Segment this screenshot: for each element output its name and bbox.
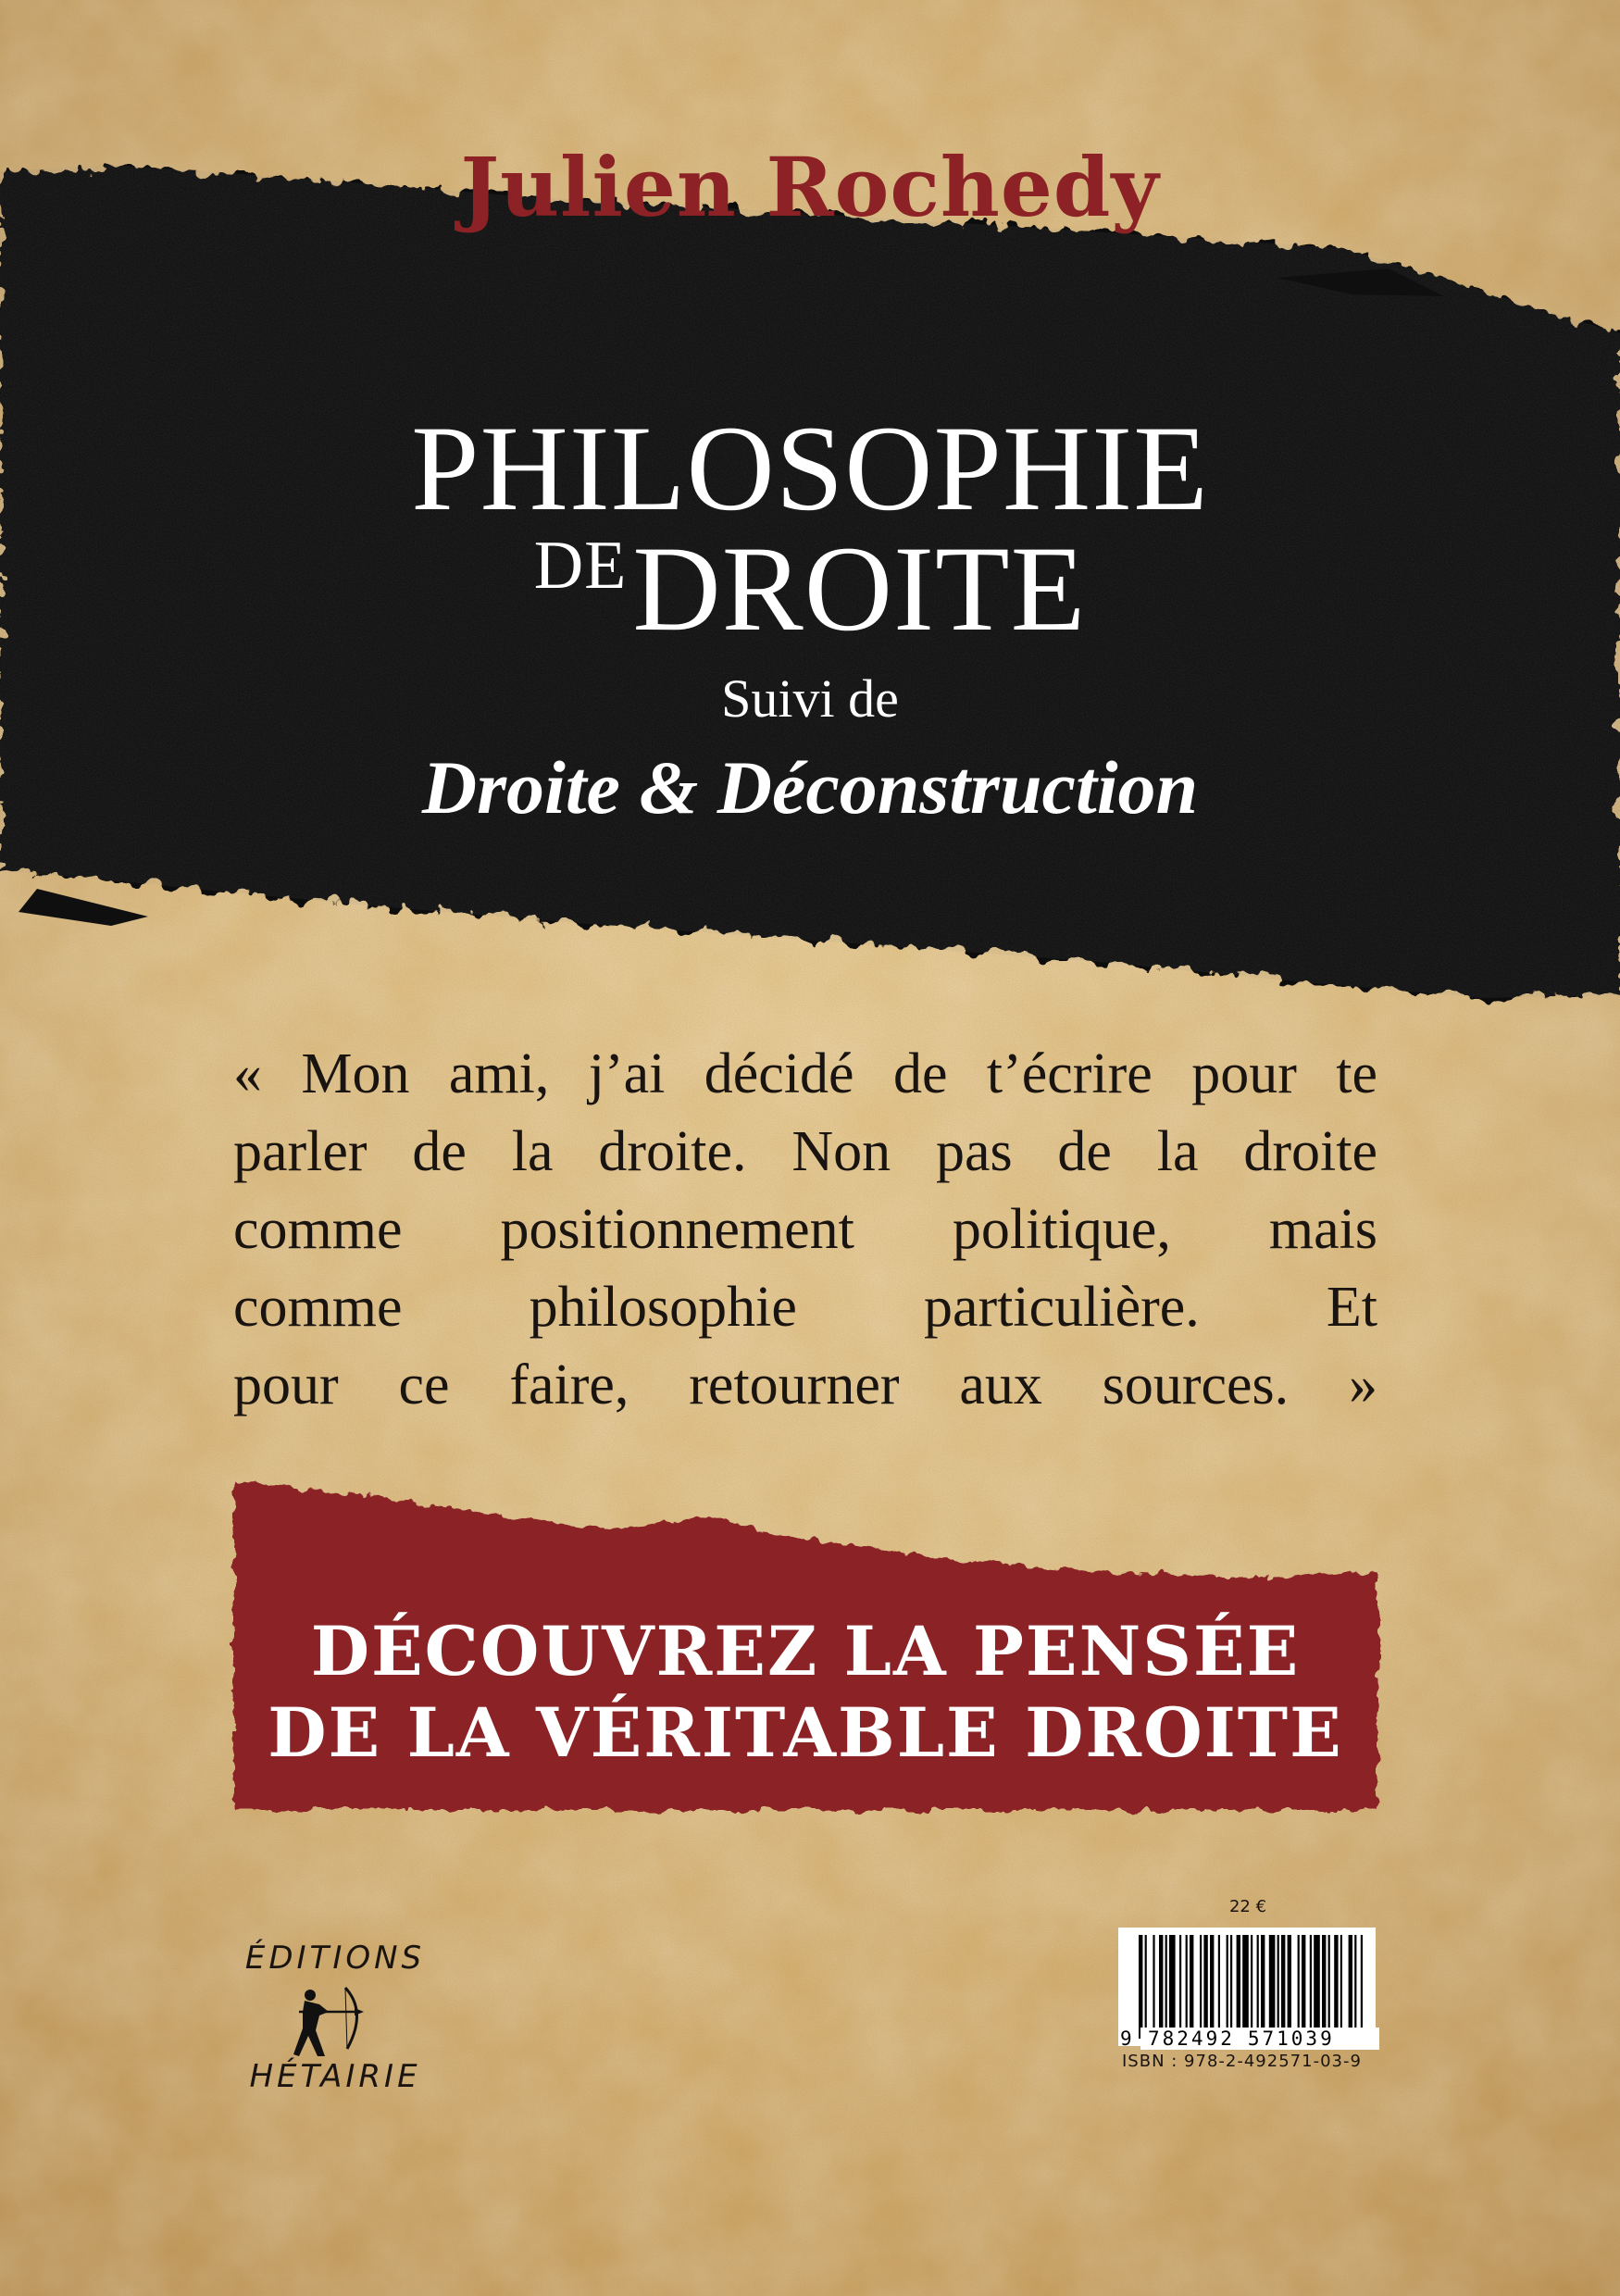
title-word-droite: DROITE (632, 520, 1087, 656)
barcode-bar (1190, 1935, 1193, 2028)
barcode-bar (1281, 1935, 1285, 2039)
quote-line: parler de la droite. Non pas de la droite (233, 1120, 1377, 1183)
title-line-de-droite (0, 520, 1620, 656)
barcode-bar (1218, 1935, 1220, 2028)
barcode-bar (1153, 1935, 1154, 2028)
barcode-bar (1242, 1935, 1249, 2028)
barcode-digits (1140, 2028, 1379, 2050)
barcode-bar (1269, 1935, 1276, 2028)
barcode-bar (1145, 1935, 1147, 2039)
barcode-bar (1210, 1935, 1214, 2028)
barcode-bar (1298, 1935, 1300, 2028)
barcode-bar (1340, 1935, 1342, 2028)
price-label: 22 € (1228, 1897, 1267, 1916)
barcode-bar (1288, 1935, 1291, 2028)
barcode-bar (1349, 1935, 1352, 2028)
barcode-group-1: 782492 (1148, 2028, 1235, 2050)
barcode-bar (1361, 1935, 1363, 2028)
quote-line: pour ce faire, retourner aux sources. » (233, 1354, 1377, 1416)
barcode-bar (1179, 1935, 1181, 2028)
barcode-bar (1302, 1935, 1305, 2028)
quote-line: comme positionnement politique, mais (233, 1198, 1377, 1261)
barcode-bar (1169, 1935, 1176, 2028)
archer-icon (292, 1984, 375, 2060)
barcode-bar (1237, 1935, 1240, 2028)
barcode-bar (1328, 1935, 1330, 2028)
barcode-bar (1165, 1935, 1167, 2028)
quote-line: « Mon ami, j’ai décidé de t’écrire pour te (233, 1042, 1377, 1105)
suivi-de: Suivi de (721, 668, 899, 729)
barcode-bar (1200, 1935, 1202, 2028)
publisher-line-2: HÉTAIRIE (249, 2058, 421, 2095)
quote-line: comme philosophie particulière. Et (233, 1276, 1377, 1339)
barcode-group-2: 571039 (1247, 2028, 1335, 2050)
banner-line-2: DE LA VÉRITABLE DROITE (268, 1693, 1343, 1773)
barcode-bar (1310, 1935, 1312, 2028)
barcode-bar (1230, 1935, 1232, 2028)
barcode-bar (1322, 1935, 1326, 2028)
barcode-bar (1227, 1935, 1228, 2028)
barcode-bar (1334, 1935, 1338, 2028)
barcode-lead-digit: 9 (1120, 2028, 1132, 2050)
barcode-bar (1277, 1935, 1279, 2028)
author-name: Julien Rochedy (460, 139, 1160, 235)
barcode-bar (1257, 1935, 1259, 2028)
isbn-label: ISBN : 978-2-492571-03-9 (1122, 2052, 1362, 2071)
title-line-philosophie: PHILOSOPHIE (411, 400, 1209, 536)
banner-headline (233, 1611, 1377, 1774)
barcode-bar (1139, 1935, 1142, 2039)
barcode-bar (1261, 1935, 1265, 2028)
barcode-bar (1203, 1935, 1207, 2028)
barcode-bar (1186, 1935, 1188, 2028)
banner-line-1: DÉCOUVREZ LA PENSÉE (310, 1612, 1301, 1691)
title-prefix-de: DE (533, 528, 628, 604)
barcode-bar (1354, 1935, 1356, 2028)
subtitle: Droite & Déconstruction (421, 745, 1199, 830)
barcode-bar (1159, 1935, 1163, 2028)
barcode-bar (1314, 1935, 1320, 2028)
publisher-line-1: ÉDITIONS (244, 1940, 426, 1977)
barcode-bar (1251, 1935, 1252, 2028)
blurb-quote (233, 1035, 1377, 1424)
